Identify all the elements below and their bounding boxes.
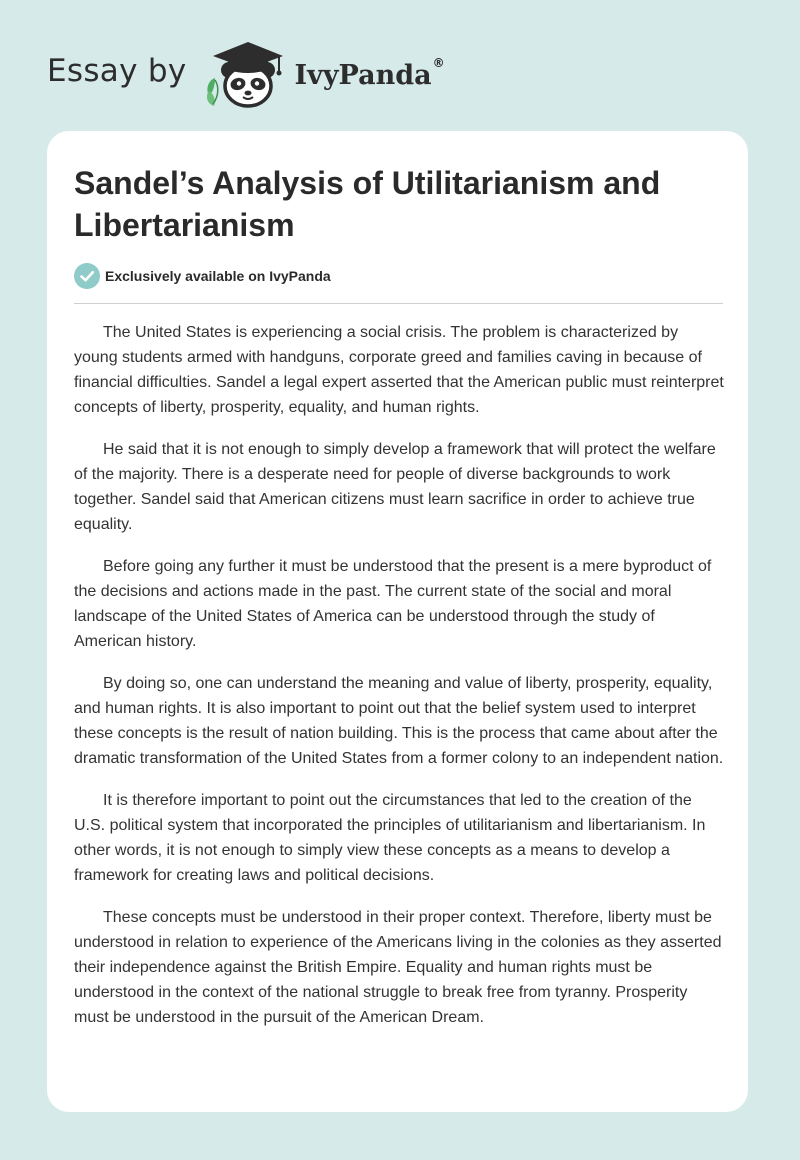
brand-name-text: IvyPanda [294, 59, 432, 91]
essay-card [47, 131, 748, 1112]
brand-name [294, 55, 445, 91]
paragraph: The United States is experiencing a social crisis. The problem is characterized by young students armed with handguns, corporate greed and families caving in because of financial difficulties. Sandel a legal expert asserted that the American public must reinterpret concepts of liberty, prosperity, equality, and human rights. [74, 324, 724, 416]
paragraph: It is therefore important to point out the circumstances that led to the creation of the U.S. political system that incorporated the principles of utilitarianism and libertarianism. In other words, it is not enough to simply view these concepts as a means to develop a framework for creating laws and political decisions. [74, 792, 706, 884]
brand-prefix: Essay by [47, 53, 187, 89]
paragraph: He said that it is not enough to simply develop a framework that will protect the welfare of the majority. There is a desperate need for people of diverse backgrounds to work together. Sandel said that American citizens must learn sacrifice in order to achieve true equality. [74, 441, 716, 533]
page-title: Sandel’s Analysis of Utilitarianism and Libertarianism [74, 165, 661, 243]
check-circle-icon [74, 263, 100, 289]
logo-link[interactable] [201, 36, 293, 112]
paragraph: These concepts must be understood in their proper context. Therefore, liberty must be understood in relation to experience of the Americans living in the colonies as they asserted their independence against the British Empire. Equality and human rights must be understood in the context of the national struggle to break free from tyranny. Prosperity must be understood in the pursuit of the American Dream. [74, 909, 722, 1026]
paragraph: By doing so, one can understand the meaning and value of liberty, prosperity, equality, and human rights. It is also important to point out that the belief system used to interpret these concepts is the result of nation building. This is the process that came about after the dramatic transformation of the United States from a former colony to an independent nation. [74, 675, 724, 767]
registered-mark: ® [432, 55, 445, 70]
badge-text: Exclusively available on IvyPanda [105, 268, 331, 284]
paragraph: Before going any further it must be understood that the present is a mere byproduct of the decisions and actions made in the past. The current state of the social and moral landscape of the United States of America can be understood through the study of American history. [74, 558, 712, 650]
panda-logo-icon [201, 36, 293, 112]
exclusive-badge [74, 263, 331, 289]
essay-body [74, 320, 724, 1047]
site-header [47, 36, 445, 112]
divider [74, 303, 723, 304]
